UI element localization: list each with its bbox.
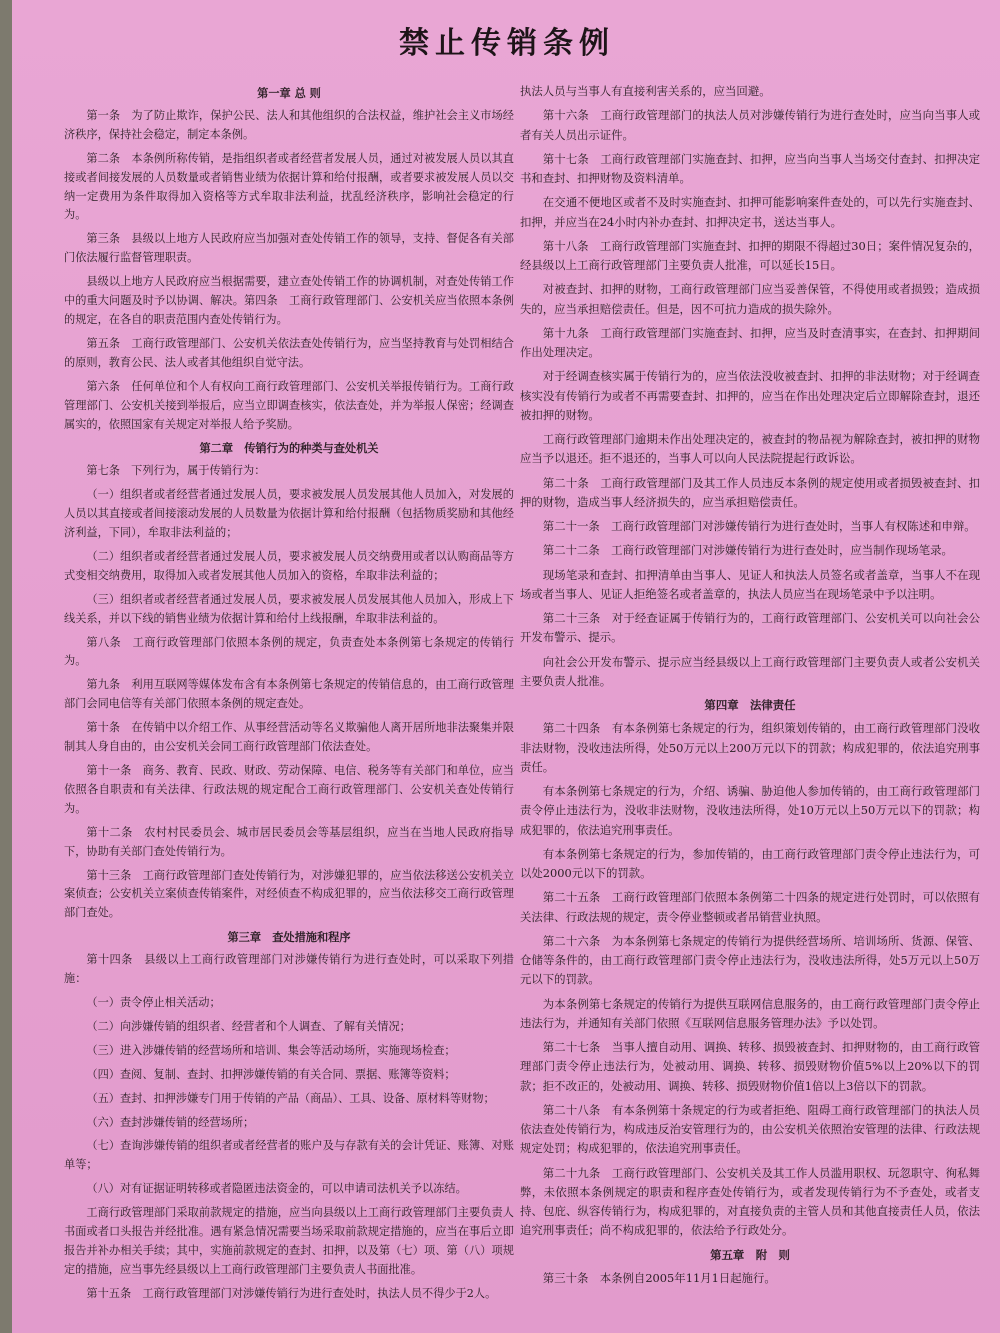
paragraph: 第八条 工商行政管理部门依照本条例的规定，负责查处本条例第七条规定的传销行为。: [64, 635, 514, 668]
paragraph: 现场笔录和查封、扣押清单由当事人、见证人和执法人员签名或者盖章，当事人不在现场或者当事人、见证人拒绝签名或者盖章的，执法人员应当在现场笔录中予以注明。: [520, 567, 980, 601]
paragraph: 第十八条 工商行政管理部门实施查封、扣押的期限不得超过30日；案件情况复杂的，经县级以上工商行政管理部门主要负责人批准，可以延长15日。: [520, 238, 980, 272]
paragraph: （三）组织者或者经营者通过发展人员，要求被发展人员发展其他人员加入，形成上下线关系，并以下线的销售业绩为依据计算和给付上线报酬，牟取非法利益的。: [64, 592, 514, 625]
paragraph: 第二十四条 有本条例第七条规定的行为，组织策划传销的，由工商行政管理部门没收非法财物，没收违法所得，处50万元以上200万元以下的罚款；构成犯罪的，依法追究刑事责任。: [520, 721, 980, 774]
paragraph: 第二十七条 当事人擅自动用、调换、转移、损毁被查封、扣押财物的，由工商行政管理部门责令停止违法行为，处被动用、调换、转移、损毁财物价值5%以上20%以下的罚款；拒不改正的，处被动用、调换、转移、损毁财物价值1倍以上3倍以下的罚款。: [520, 1040, 980, 1093]
paragraph: （二）组织者或者经营者通过发展人员，要求被发展人员交纳费用或者以认购商品等方式变相交纳费用，取得加入或者发展其他人员加入的资格，牟取非法利益的；: [64, 549, 514, 582]
paragraph: 第十四条 县级以上工商行政管理部门对涉嫌传销行为进行查处时，可以采取下列措施：: [64, 953, 514, 986]
paragraph: 第十九条 工商行政管理部门实施查封、扣押，应当及时查清事实，在查封、扣押期间作出处理决定。: [520, 325, 980, 359]
paragraph: 有本条例第七条规定的行为，参加传销的，由工商行政管理部门责令停止违法行为，可以处2000元以下的罚款。: [520, 846, 980, 880]
paragraph: 工商行政管理部门采取前款规定的措施，应当向县级以上工商行政管理部门主要负责人书面或者口头报告并经批准。遇有紧急情况需要当场采取前款规定措施的，应当在事后立即报告并补办相关手续；其中，实施前款规定的查封、扣押，以及第（七）项、第（八）项规定的措施，应当事先经县级以上工商行政管理部门主要负责人书面批准。: [64, 1206, 514, 1276]
paragraph: 第十六条 工商行政管理部门的执法人员对涉嫌传销行为进行查处时，应当向当事人或者有关人员出示证件。: [520, 108, 980, 142]
paragraph: 第十条 在传销中以介绍工作、从事经营活动等名义欺骗他人离开居所地非法聚集并限制其人身自由的，由公安机关会同工商行政管理部门依法查处。: [64, 721, 514, 754]
paragraph: （八）对有证据证明转移或者隐匿违法资金的，可以申请司法机关予以冻结。: [86, 1182, 467, 1196]
paragraph: （七）查询涉嫌传销的组织者或者经营者的账户及与存款有关的会计凭证、账簿、对账单等；: [64, 1139, 514, 1172]
paragraph: 第十一条 商务、教育、民政、财政、劳动保障、电信、税务等有关部门和单位，应当依照各自职责和有关法律、行政法规的规定配合工商行政管理部门、公安机关查处传销行为。: [64, 764, 514, 815]
paragraph: 第二十五条 工商行政管理部门依照本条例第二十四条的规定进行处罚时，可以依照有关法律、行政法规的规定，责令停业整顿或者吊销营业执照。: [520, 890, 980, 924]
paragraph: （三）进入涉嫌传销的经营场所和培训、集会等活动场所，实施现场检查；: [86, 1043, 456, 1057]
paragraph: （四）查阅、复制、查封、扣押涉嫌传销的有关合同、票据、账簿等资料；: [86, 1067, 456, 1081]
chapter-heading: 第五章 附 则: [710, 1247, 790, 1262]
chapter-heading: 第三章 查处措施和程序: [227, 930, 351, 945]
paragraph: 向社会公开发布警示、提示应当经县级以上工商行政管理部门主要负责人或者公安机关主要负责人批准。: [520, 654, 980, 688]
paragraph: 第十七条 工商行政管理部门实施查封、扣押，应当向当事人当场交付查封、扣押决定书和查封、扣押财物及资料清单。: [520, 151, 980, 185]
paragraph: 在交通不便地区或者不及时实施查封、扣押可能影响案件查处的，可以先行实施查封、扣押，并应当在24小时内补办查封、扣押决定书，送达当事人。: [520, 195, 980, 229]
paragraph: （一）责令停止相关活动；: [86, 995, 221, 1009]
paragraph: 工商行政管理部门逾期未作出处理决定的，被查封的物品视为解除查封，被扣押的财物应当予以退还。拒不退还的，当事人可以向人民法院提起行政诉讼。: [520, 432, 980, 466]
paragraph: 第十五条 工商行政管理部门对涉嫌传销行为进行查处时，执法人员不得少于2人。: [86, 1286, 497, 1300]
paragraph: 第二十八条 有本条例第十条规定的行为或者拒绝、阻碍工商行政管理部门的执法人员依法查处传销行为，构成违反治安管理行为的，由公安机关依照治安管理的法律、行政法规规定处罚；构成犯罪的，依法追究刑事责任。: [520, 1102, 980, 1156]
paragraph: 第十三条 工商行政管理部门查处传销行为，对涉嫌犯罪的，应当依法移送公安机关立案侦查；公安机关立案侦查传销案件，对经侦查不构成犯罪的，应当依法移交工商行政管理部门查处。: [64, 868, 514, 920]
paragraph: 第一条 为了防止欺诈，保护公民、法人和其他组织的合法权益，维护社会主义市场经济秩序，保持社会稳定，制定本条例。: [64, 108, 514, 141]
document-page: [12, 0, 1000, 1333]
paragraph: 第七条 下列行为，属于传销行为：: [86, 464, 266, 478]
right-column: [520, 82, 980, 1293]
paragraph: 第二十二条 工商行政管理部门对涉嫌传销行为进行查处时，应当制作现场笔录。: [542, 543, 953, 558]
paragraph: （二）向涉嫌传销的组织者、经营者和个人调查、了解有关情况；: [86, 1019, 411, 1033]
paragraph: 第九条 利用互联网等媒体发布含有本条例第七条规定的传销信息的，由工商行政管理部门会同电信等有关部门依照本条例的规定查处。: [64, 678, 514, 711]
chapter-heading: 第二章 传销行为的种类与查处机关: [199, 441, 379, 456]
document-title: 禁止传销条例: [399, 26, 615, 61]
paragraph: 对被查封、扣押的财物，工商行政管理部门应当妥善保管，不得使用或者损毁；造成损失的，应当承担赔偿责任。但是，因不可抗力造成的损失除外。: [520, 282, 980, 316]
paragraph: 第二十九条 工商行政管理部门、公安机关及其工作人员滥用职权、玩忽职守、徇私舞弊，未依照本条例规定的职责和程序查处传销行为，或者发现传销行为不予查处，或者支持、包庇、纵容传销行为，构成犯罪的，对直接负责的主管人员和其他直接责任人员，依法追究刑事责任；尚不构成犯罪的，依法给予行政处分。: [520, 1165, 980, 1238]
chapter-heading: 第一章 总 则: [257, 86, 321, 100]
paragraph: 第三十条 本条例自2005年11月1日起施行。: [542, 1270, 776, 1285]
paragraph: 第五条 工商行政管理部门、公安机关依法查处传销行为，应当坚持教育与处罚相结合的原则，教育公民、法人或者其他组织自觉守法。: [64, 336, 514, 369]
paragraph: 第二十一条 工商行政管理部门对涉嫌传销行为进行查处时，当事人有权陈述和申辩。: [542, 519, 976, 533]
paragraph: 对于经调查核实属于传销行为的，应当依法没收被查封、扣押的非法财物；对于经调查核实没有传销行为或者不再需要查封、扣押的，应当在作出处理决定后立即解除查封，退还被扣押的财物。: [520, 369, 980, 422]
paragraph: （一）组织者或者经营者通过发展人员，要求被发展人员发展其他人员加入，对发展的人员以其直接或者间接滚动发展的人员数量为依据计算和给付报酬（包括物质奖励和其他经济利益，下同），牟取非法利益的；: [64, 488, 514, 540]
paragraph: 第二十条 工商行政管理部门及其工作人员违反本条例的规定使用或者损毁被查封、扣押的财物，造成当事人经济损失的，应当承担赔偿责任。: [520, 475, 980, 509]
paragraph: 有本条例第七条规定的行为，介绍、诱骗、胁迫他人参加传销的，由工商行政管理部门责令停止违法行为，没收非法财物，没收违法所得，处10万元以上50万元以下的罚款；构成犯罪的，依法追究刑事责任。: [520, 784, 980, 837]
paragraph: 第二十三条 对于经查证属于传销行为的，工商行政管理部门、公安机关可以向社会公开发布警示、提示。: [520, 611, 980, 645]
paragraph: 第二十六条 为本条例第七条规定的传销行为提供经营场所、培训场所、货源、保管、仓储等条件的，由工商行政管理部门责令停止违法行为，没收违法所得，处5万元以上50万元以下的罚款。: [520, 933, 980, 987]
paragraph: 第六条 任何单位和个人有权向工商行政管理部门、公安机关举报传销行为。工商行政管理部门、公安机关接到举报后，应当立即调查核实，依法查处，并为举报人保密；经调查属实的，依照国家有关规定对举报人给予奖励。: [64, 379, 514, 431]
left-column: [64, 82, 514, 1309]
paragraph: 第二条 本条例所称传销，是指组织者或者经营者发展人员，通过对被发展人员以其直接或者间接发展的人员数量或者销售业绩为依据计算和给付报酬，或者要求被发展人员以交纳一定费用为条件取得加入资格等方式牟取非法利益，扰乱经济秩序，影响社会稳定的行为。: [64, 151, 514, 222]
paragraph: 第三条 县级以上地方人民政府应当加强对查处传销工作的领导，支持、督促各有关部门依法履行监督管理职责。: [64, 232, 514, 265]
paragraph: 为本条例第七条规定的传销行为提供互联网信息服务的，由工商行政管理部门责令停止违法行为，并通知有关部门依照《互联网信息服务管理办法》予以处罚。: [520, 996, 980, 1030]
chapter-heading: 第四章 法律责任: [704, 698, 796, 712]
paragraph: 第十二条 农村村民委员会、城市居民委员会等基层组织，应当在当地人民政府指导下，协助有关部门查处传销行为。: [64, 825, 514, 858]
paragraph: 执法人员与当事人有直接利害关系的，应当回避。: [520, 84, 771, 98]
paragraph: 县级以上地方人民政府应当根据需要，建立查处传销工作的协调机制，对查处传销工作中的重大问题及时予以协调、解决。第四条 工商行政管理部门、公安机关应当依照本条例的规定，在各自的职责范围内查处传销行为。: [64, 275, 514, 326]
paragraph: （五）查封、扣押涉嫌专门用于传销的产品（商品）、工具、设备、原材料等财物；: [86, 1091, 495, 1105]
paragraph: （六）查封涉嫌传销的经营场所；: [86, 1115, 255, 1129]
